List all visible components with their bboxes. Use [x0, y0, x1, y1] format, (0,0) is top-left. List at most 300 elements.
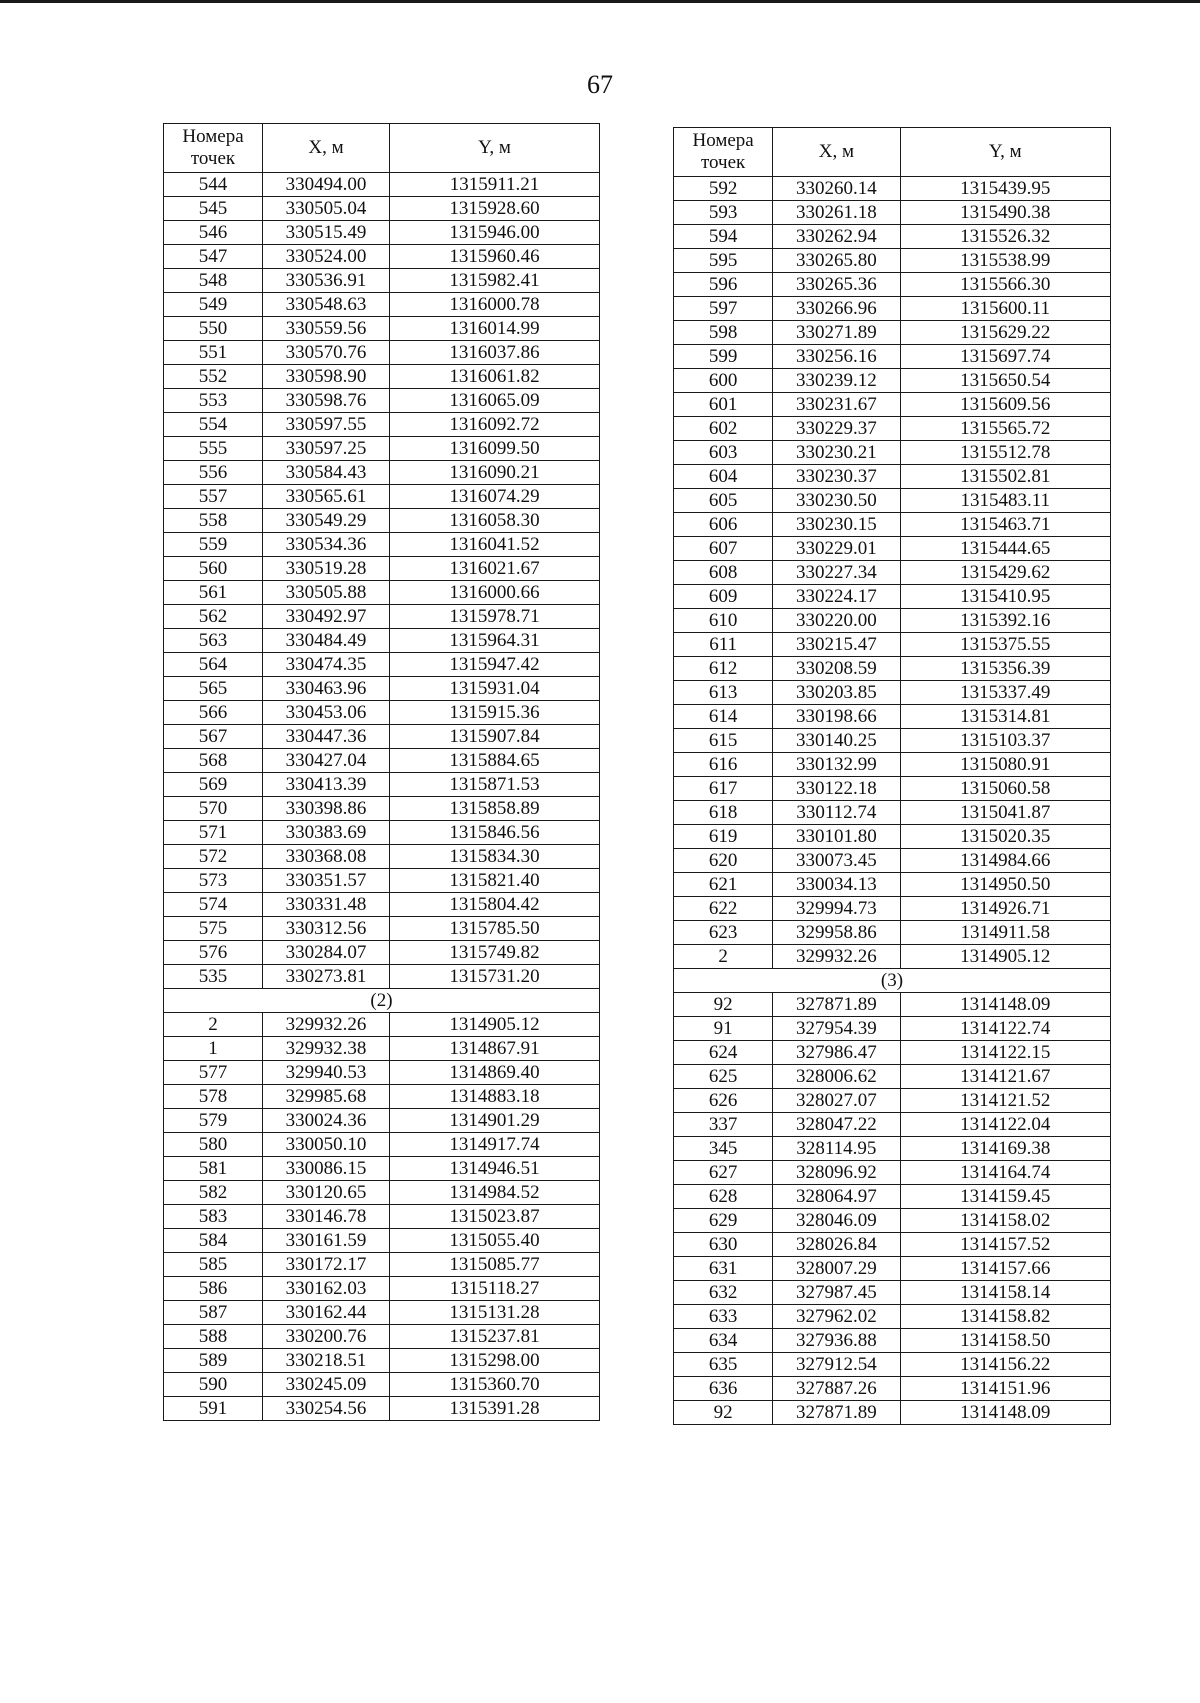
coordinates-table-left [163, 123, 600, 1421]
table-row [164, 1397, 600, 1421]
section-row [164, 989, 600, 1013]
table-row [164, 389, 600, 413]
point-number-cell: 603 [674, 441, 773, 465]
table-row [164, 725, 600, 749]
table-row [674, 201, 1111, 225]
point-number-cell: 547 [164, 245, 263, 269]
x-coordinate-cell: 330203.85 [773, 681, 900, 705]
x-coordinate-cell: 328006.62 [773, 1065, 900, 1089]
point-number-cell: 627 [674, 1161, 773, 1185]
y-coordinate-cell: 1314926.71 [900, 897, 1111, 921]
table-row [164, 581, 600, 605]
section-row [674, 969, 1111, 993]
x-coordinate-cell: 330559.56 [263, 317, 390, 341]
y-coordinate-cell: 1314121.52 [900, 1089, 1111, 1113]
y-coordinate-cell: 1314905.12 [900, 945, 1111, 969]
table-row [674, 441, 1111, 465]
y-coordinate-cell: 1314157.52 [900, 1233, 1111, 1257]
table-row [674, 1305, 1111, 1329]
y-coordinate-cell: 1315982.41 [390, 269, 600, 293]
point-number-cell: 592 [674, 177, 773, 201]
x-coordinate-cell: 328064.97 [773, 1185, 900, 1209]
table-row [164, 917, 600, 941]
point-number-cell: 594 [674, 225, 773, 249]
x-coordinate-cell: 330484.49 [263, 629, 390, 653]
y-coordinate-cell: 1314148.09 [900, 1401, 1111, 1425]
y-coordinate-cell: 1315103.37 [900, 729, 1111, 753]
x-coordinate-cell: 327887.26 [773, 1377, 900, 1401]
table-row [164, 509, 600, 533]
y-coordinate-cell: 1316074.29 [390, 485, 600, 509]
y-coordinate-cell: 1315565.72 [900, 417, 1111, 441]
point-number-cell: 565 [164, 677, 263, 701]
point-number-cell: 624 [674, 1041, 773, 1065]
point-number-cell: 606 [674, 513, 773, 537]
header-point-numbers: Номера точек [164, 124, 263, 173]
table-row [674, 657, 1111, 681]
point-number-cell: 2 [674, 945, 773, 969]
table-row [164, 1373, 600, 1397]
point-number-cell: 557 [164, 485, 263, 509]
point-number-cell: 92 [674, 1401, 773, 1425]
table-row [164, 749, 600, 773]
point-number-cell: 619 [674, 825, 773, 849]
y-coordinate-cell: 1316014.99 [390, 317, 600, 341]
y-coordinate-cell: 1315237.81 [390, 1325, 600, 1349]
x-coordinate-cell: 330351.57 [263, 869, 390, 893]
y-coordinate-cell: 1316065.09 [390, 389, 600, 413]
point-number-cell: 589 [164, 1349, 263, 1373]
table-row [674, 1209, 1111, 1233]
table-row [164, 797, 600, 821]
x-coordinate-cell: 330331.48 [263, 893, 390, 917]
table-row [674, 1353, 1111, 1377]
table-row [674, 465, 1111, 489]
x-coordinate-cell: 330598.76 [263, 389, 390, 413]
table-row [674, 537, 1111, 561]
point-number-cell: 570 [164, 797, 263, 821]
y-coordinate-cell: 1314121.67 [900, 1065, 1111, 1089]
x-coordinate-cell: 328047.22 [773, 1113, 900, 1137]
y-coordinate-cell: 1315858.89 [390, 797, 600, 821]
table-row [674, 729, 1111, 753]
table-row [674, 561, 1111, 585]
point-number-cell: 593 [674, 201, 773, 225]
x-coordinate-cell: 330254.56 [263, 1397, 390, 1421]
y-coordinate-cell: 1314148.09 [900, 993, 1111, 1017]
table-row [164, 965, 600, 989]
point-number-cell: 92 [674, 993, 773, 1017]
point-number-cell: 577 [164, 1061, 263, 1085]
y-coordinate-cell: 1314156.22 [900, 1353, 1111, 1377]
x-coordinate-cell: 330208.59 [773, 657, 900, 681]
x-coordinate-cell: 330256.16 [773, 345, 900, 369]
section-label: (2) [164, 989, 600, 1013]
x-coordinate-cell: 330122.18 [773, 777, 900, 801]
table-row [164, 941, 600, 965]
x-coordinate-cell: 330597.25 [263, 437, 390, 461]
table-row [164, 1109, 600, 1133]
y-coordinate-cell: 1314122.74 [900, 1017, 1111, 1041]
x-coordinate-cell: 327912.54 [773, 1353, 900, 1377]
point-number-cell: 2 [164, 1013, 263, 1037]
y-coordinate-cell: 1315697.74 [900, 345, 1111, 369]
y-coordinate-cell: 1314950.50 [900, 873, 1111, 897]
table-row [674, 753, 1111, 777]
point-number-cell: 588 [164, 1325, 263, 1349]
table-row [164, 365, 600, 389]
point-number-cell: 573 [164, 869, 263, 893]
point-number-cell: 581 [164, 1157, 263, 1181]
table-row [674, 945, 1111, 969]
point-number-cell: 560 [164, 557, 263, 581]
table-row [164, 1133, 600, 1157]
x-coordinate-cell: 330536.91 [263, 269, 390, 293]
y-coordinate-cell: 1316090.21 [390, 461, 600, 485]
point-number-cell: 629 [674, 1209, 773, 1233]
y-coordinate-cell: 1314883.18 [390, 1085, 600, 1109]
x-coordinate-cell: 329932.26 [263, 1013, 390, 1037]
table-row [674, 801, 1111, 825]
x-coordinate-cell: 330224.17 [773, 585, 900, 609]
x-coordinate-cell: 330262.94 [773, 225, 900, 249]
table-row [164, 461, 600, 485]
y-coordinate-cell: 1315600.11 [900, 297, 1111, 321]
x-coordinate-cell: 330494.00 [263, 173, 390, 197]
y-coordinate-cell: 1315429.62 [900, 561, 1111, 585]
point-number-cell: 598 [674, 321, 773, 345]
point-number-cell: 580 [164, 1133, 263, 1157]
table-row [164, 1157, 600, 1181]
point-number-cell: 635 [674, 1353, 773, 1377]
y-coordinate-cell: 1315785.50 [390, 917, 600, 941]
x-coordinate-cell: 330227.34 [773, 561, 900, 585]
table-row [674, 1113, 1111, 1137]
point-number-cell: 636 [674, 1377, 773, 1401]
x-coordinate-cell: 330161.59 [263, 1229, 390, 1253]
table-row [164, 605, 600, 629]
x-coordinate-cell: 330519.28 [263, 557, 390, 581]
table-row [164, 245, 600, 269]
point-number-cell: 535 [164, 965, 263, 989]
y-coordinate-cell: 1315020.35 [900, 825, 1111, 849]
table-row [674, 1377, 1111, 1401]
table-row [164, 869, 600, 893]
point-number-cell: 613 [674, 681, 773, 705]
y-coordinate-cell: 1314984.66 [900, 849, 1111, 873]
x-coordinate-cell: 330162.44 [263, 1301, 390, 1325]
point-number-cell: 544 [164, 173, 263, 197]
table-row [164, 1085, 600, 1109]
x-coordinate-cell: 330505.88 [263, 581, 390, 605]
x-coordinate-cell: 330413.39 [263, 773, 390, 797]
y-coordinate-cell: 1314905.12 [390, 1013, 600, 1037]
table-row [164, 1181, 600, 1205]
table-row [164, 293, 600, 317]
table-row [164, 677, 600, 701]
x-coordinate-cell: 330229.01 [773, 537, 900, 561]
x-coordinate-cell: 327987.45 [773, 1281, 900, 1305]
coordinates-table-right [673, 127, 1111, 1425]
table-row [674, 849, 1111, 873]
y-coordinate-cell: 1314122.15 [900, 1041, 1111, 1065]
point-number-cell: 578 [164, 1085, 263, 1109]
point-number-cell: 633 [674, 1305, 773, 1329]
table-row [674, 345, 1111, 369]
x-coordinate-cell: 330570.76 [263, 341, 390, 365]
table-header-row [674, 128, 1111, 177]
table-row [164, 1013, 600, 1037]
table-row [674, 489, 1111, 513]
table-row [164, 221, 600, 245]
point-number-cell: 549 [164, 293, 263, 317]
table-row [674, 705, 1111, 729]
table-row [674, 1137, 1111, 1161]
y-coordinate-cell: 1315131.28 [390, 1301, 600, 1325]
y-coordinate-cell: 1315375.55 [900, 633, 1111, 657]
x-coordinate-cell: 330584.43 [263, 461, 390, 485]
table-row [674, 777, 1111, 801]
y-coordinate-cell: 1316021.67 [390, 557, 600, 581]
x-coordinate-cell: 330230.50 [773, 489, 900, 513]
point-number-cell: 616 [674, 753, 773, 777]
point-number-cell: 569 [164, 773, 263, 797]
point-number-cell: 605 [674, 489, 773, 513]
point-number-cell: 553 [164, 389, 263, 413]
table-row [674, 273, 1111, 297]
x-coordinate-cell: 330086.15 [263, 1157, 390, 1181]
y-coordinate-cell: 1316000.66 [390, 581, 600, 605]
point-number-cell: 564 [164, 653, 263, 677]
y-coordinate-cell: 1315566.30 [900, 273, 1111, 297]
y-coordinate-cell: 1314158.82 [900, 1305, 1111, 1329]
y-coordinate-cell: 1315023.87 [390, 1205, 600, 1229]
table-row [164, 533, 600, 557]
y-coordinate-cell: 1315846.56 [390, 821, 600, 845]
y-coordinate-cell: 1314984.52 [390, 1181, 600, 1205]
x-coordinate-cell: 330120.65 [263, 1181, 390, 1205]
header-x: X, м [773, 128, 900, 177]
point-number-cell: 574 [164, 893, 263, 917]
x-coordinate-cell: 330383.69 [263, 821, 390, 845]
table-row [674, 1065, 1111, 1089]
point-number-cell: 617 [674, 777, 773, 801]
x-coordinate-cell: 330024.36 [263, 1109, 390, 1133]
y-coordinate-cell: 1315526.32 [900, 225, 1111, 249]
y-coordinate-cell: 1316058.30 [390, 509, 600, 533]
y-coordinate-cell: 1315439.95 [900, 177, 1111, 201]
x-coordinate-cell: 330548.63 [263, 293, 390, 317]
x-coordinate-cell: 330245.09 [263, 1373, 390, 1397]
table-row [674, 1161, 1111, 1185]
point-number-cell: 600 [674, 369, 773, 393]
scan-top-border [0, 0, 1200, 3]
x-coordinate-cell: 330549.29 [263, 509, 390, 533]
y-coordinate-cell: 1315444.65 [900, 537, 1111, 561]
table-header-row [164, 124, 600, 173]
x-coordinate-cell: 330565.61 [263, 485, 390, 509]
table-row [164, 1037, 600, 1061]
y-coordinate-cell: 1315356.39 [900, 657, 1111, 681]
table-row [164, 629, 600, 653]
point-number-cell: 597 [674, 297, 773, 321]
x-coordinate-cell: 330229.37 [773, 417, 900, 441]
y-coordinate-cell: 1315483.11 [900, 489, 1111, 513]
x-coordinate-cell: 330463.96 [263, 677, 390, 701]
y-coordinate-cell: 1314917.74 [390, 1133, 600, 1157]
y-coordinate-cell: 1315911.21 [390, 173, 600, 197]
y-coordinate-cell: 1315978.71 [390, 605, 600, 629]
table-row [164, 1349, 600, 1373]
y-coordinate-cell: 1315538.99 [900, 249, 1111, 273]
y-coordinate-cell: 1316061.82 [390, 365, 600, 389]
x-coordinate-cell: 330453.06 [263, 701, 390, 725]
point-number-cell: 584 [164, 1229, 263, 1253]
point-number-cell: 596 [674, 273, 773, 297]
y-coordinate-cell: 1315060.58 [900, 777, 1111, 801]
point-number-cell: 579 [164, 1109, 263, 1133]
y-coordinate-cell: 1315731.20 [390, 965, 600, 989]
x-coordinate-cell: 330271.89 [773, 321, 900, 345]
table-row [674, 393, 1111, 417]
table-row [674, 321, 1111, 345]
table-row [674, 681, 1111, 705]
point-number-cell: 618 [674, 801, 773, 825]
table-row [674, 417, 1111, 441]
header-x: X, м [263, 124, 390, 173]
x-coordinate-cell: 330427.04 [263, 749, 390, 773]
point-number-cell: 599 [674, 345, 773, 369]
x-coordinate-cell: 330239.12 [773, 369, 900, 393]
y-coordinate-cell: 1315337.49 [900, 681, 1111, 705]
y-coordinate-cell: 1314151.96 [900, 1377, 1111, 1401]
x-coordinate-cell: 330505.04 [263, 197, 390, 221]
y-coordinate-cell: 1314869.40 [390, 1061, 600, 1085]
point-number-cell: 585 [164, 1253, 263, 1277]
y-coordinate-cell: 1315392.16 [900, 609, 1111, 633]
table-row [164, 653, 600, 677]
y-coordinate-cell: 1314169.38 [900, 1137, 1111, 1161]
y-coordinate-cell: 1315749.82 [390, 941, 600, 965]
y-coordinate-cell: 1314158.02 [900, 1209, 1111, 1233]
x-coordinate-cell: 330598.90 [263, 365, 390, 389]
x-coordinate-cell: 330215.47 [773, 633, 900, 657]
y-coordinate-cell: 1316037.86 [390, 341, 600, 365]
table-row [674, 825, 1111, 849]
y-coordinate-cell: 1315118.27 [390, 1277, 600, 1301]
point-number-cell: 337 [674, 1113, 773, 1137]
table-row [674, 921, 1111, 945]
table-row [164, 1205, 600, 1229]
table-row [674, 1233, 1111, 1257]
table-row [164, 317, 600, 341]
x-coordinate-cell: 330265.36 [773, 273, 900, 297]
x-coordinate-cell: 330172.17 [263, 1253, 390, 1277]
point-number-cell: 576 [164, 941, 263, 965]
x-coordinate-cell: 330284.07 [263, 941, 390, 965]
y-coordinate-cell: 1314164.74 [900, 1161, 1111, 1185]
x-coordinate-cell: 330260.14 [773, 177, 900, 201]
y-coordinate-cell: 1315650.54 [900, 369, 1111, 393]
table-row [164, 437, 600, 461]
table-row [164, 1253, 600, 1277]
y-coordinate-cell: 1315463.71 [900, 513, 1111, 537]
y-coordinate-cell: 1315907.84 [390, 725, 600, 749]
table-row [674, 1281, 1111, 1305]
y-coordinate-cell: 1314122.04 [900, 1113, 1111, 1137]
table-row [164, 1229, 600, 1253]
header-y: Y, м [390, 124, 600, 173]
point-number-cell: 628 [674, 1185, 773, 1209]
x-coordinate-cell: 330218.51 [263, 1349, 390, 1373]
y-coordinate-cell: 1315964.31 [390, 629, 600, 653]
point-number-cell: 608 [674, 561, 773, 585]
table-row [164, 1277, 600, 1301]
x-coordinate-cell: 330266.96 [773, 297, 900, 321]
table-row [164, 413, 600, 437]
x-coordinate-cell: 330231.67 [773, 393, 900, 417]
x-coordinate-cell: 329932.26 [773, 945, 900, 969]
y-coordinate-cell: 1314158.50 [900, 1329, 1111, 1353]
x-coordinate-cell: 330524.00 [263, 245, 390, 269]
point-number-cell: 621 [674, 873, 773, 897]
point-number-cell: 552 [164, 365, 263, 389]
table-row [674, 177, 1111, 201]
point-number-cell: 550 [164, 317, 263, 341]
point-number-cell: 590 [164, 1373, 263, 1397]
x-coordinate-cell: 327936.88 [773, 1329, 900, 1353]
table-row [164, 269, 600, 293]
point-number-cell: 556 [164, 461, 263, 485]
y-coordinate-cell: 1315490.38 [900, 201, 1111, 225]
x-coordinate-cell: 327986.47 [773, 1041, 900, 1065]
y-coordinate-cell: 1314158.14 [900, 1281, 1111, 1305]
point-number-cell: 602 [674, 417, 773, 441]
point-number-cell: 631 [674, 1257, 773, 1281]
x-coordinate-cell: 329940.53 [263, 1061, 390, 1085]
x-coordinate-cell: 330492.97 [263, 605, 390, 629]
point-number-cell: 551 [164, 341, 263, 365]
point-number-cell: 583 [164, 1205, 263, 1229]
section-label: (3) [674, 969, 1111, 993]
x-coordinate-cell: 327871.89 [773, 993, 900, 1017]
x-coordinate-cell: 328046.09 [773, 1209, 900, 1233]
point-number-cell: 601 [674, 393, 773, 417]
point-number-cell: 634 [674, 1329, 773, 1353]
table-row [674, 1401, 1111, 1425]
x-coordinate-cell: 330597.55 [263, 413, 390, 437]
x-coordinate-cell: 330265.80 [773, 249, 900, 273]
y-coordinate-cell: 1314911.58 [900, 921, 1111, 945]
point-number-cell: 609 [674, 585, 773, 609]
table-row [674, 1185, 1111, 1209]
table-row [674, 585, 1111, 609]
y-coordinate-cell: 1314867.91 [390, 1037, 600, 1061]
x-coordinate-cell: 330534.36 [263, 533, 390, 557]
x-coordinate-cell: 328026.84 [773, 1233, 900, 1257]
point-number-cell: 91 [674, 1017, 773, 1041]
y-coordinate-cell: 1314901.29 [390, 1109, 600, 1133]
point-number-cell: 625 [674, 1065, 773, 1089]
y-coordinate-cell: 1315298.00 [390, 1349, 600, 1373]
x-coordinate-cell: 330261.18 [773, 201, 900, 225]
x-coordinate-cell: 330146.78 [263, 1205, 390, 1229]
x-coordinate-cell: 328027.07 [773, 1089, 900, 1113]
table-row [674, 249, 1111, 273]
y-coordinate-cell: 1314946.51 [390, 1157, 600, 1181]
table-row [164, 173, 600, 197]
table-row [674, 1041, 1111, 1065]
